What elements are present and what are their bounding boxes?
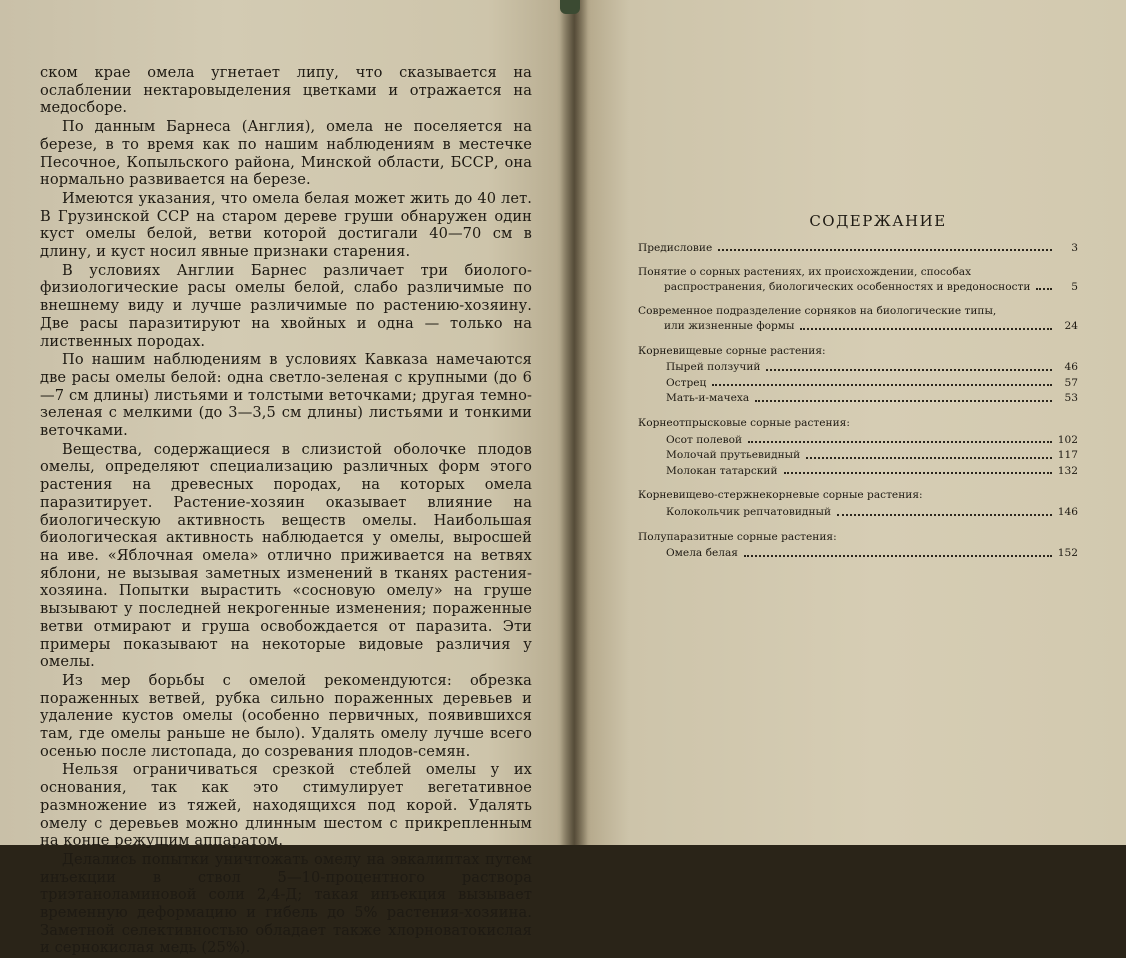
table-of-contents xyxy=(638,214,1078,571)
toc-entry-title-line2: или жизненные формы xyxy=(664,319,795,332)
book-gutter-shadow xyxy=(560,0,588,845)
paragraph: По данным Барнеса (Англия), омела не поселяется на березе, в то время как по нашим наблюдениям в местечке Песочное, Копыльского района, Минской области, БССР, она нормально развивается на березе. xyxy=(40,118,532,189)
toc-group-title: Корневищево-стержнекорневые сорные растения: xyxy=(638,489,923,502)
paragraph: Вещества, содержащиеся в слизистой оболочке плодов омелы, определяют специализацию различных форм этого растения на древесных породах, на которых омела паразитирует. Растение-хозяин оказывает влияние на биологическую активность веществ омелы. Наибольшая биологическая активность наблюдается у омелы, выросшей на иве. «Яблочная омела» отлично приживается на ветвях яблони, не вызывая заметных изменений в тканях растения-хозяина. Попытки вырастить «сосновую омелу» на груше вызывают у последней некрогенные изменения; пораженные ветви отмирают и груша освобождается от паразита. Эти примеры показывают на некоторые видовые различия у омелы. xyxy=(40,440,532,671)
right-page xyxy=(574,0,1126,845)
toc-subentry xyxy=(666,376,1078,391)
paragraph: Делались попытки уничтожать омелу на эвкалиптах путем инъекции в ствол 5—10-процентного раствора триэтаноламиновой соли 2,4-Д; такая инъекция вызывает временную деформацию и гибель до 5% растения-хозяина. Заметной селективностью обладает также хлорноватокислая и сернокислая медь (25%). xyxy=(40,850,532,957)
leader-dots xyxy=(1036,288,1052,290)
toc-entry-title: Пырей ползучий xyxy=(666,361,761,374)
toc-entry-title: Молочай прутьевидный xyxy=(666,449,801,462)
leader-dots xyxy=(837,514,1052,516)
toc-entry xyxy=(638,241,1078,256)
toc-entry-title: Колокольчик репчатовидный xyxy=(666,505,832,518)
leader-dots xyxy=(718,249,1052,251)
toc-page-number: 5 xyxy=(1071,280,1078,293)
toc-entry-title: Предисловие xyxy=(638,241,713,254)
toc-subentry xyxy=(666,360,1078,375)
toc-entry-title: Острец xyxy=(666,376,707,389)
toc-page-number: 3 xyxy=(1071,241,1078,254)
toc-entry-title-line2: распространения, биологических особенностях и вредоносности xyxy=(664,280,1031,293)
leader-dots xyxy=(748,441,1052,443)
toc-entry-title-line1: Понятие о сорных растениях, их происхождении, способах xyxy=(638,266,972,279)
toc-entry-title: Омела белая xyxy=(666,547,738,560)
toc-page-number: 24 xyxy=(1064,319,1078,332)
toc-entry-title: Мать-и-мачеха xyxy=(666,392,750,405)
toc-entry xyxy=(638,265,1078,294)
paragraph: Имеются указания, что омела белая может жить до 40 лет. В Грузинской ССР на старом дереве груши обнаружен один куст омелы белой, ветви которой достигали 40—70 см в длину, и куст носил явные признаки старения. xyxy=(40,189,532,261)
paragraph: Из мер борьбы с омелой рекомендуются: обрезка пораженных ветвей, рубка сильно пораженных деревьев и удаление кустов омелы (особенно первичных, появившихся там, где омелы раньше не было). Удалять омелу лучше всего осенью после листопада, до созревания плодов-семян. xyxy=(40,671,532,760)
toc-group-title: Корневищевые сорные растения: xyxy=(638,344,826,357)
toc-page-number: 46 xyxy=(1064,361,1078,374)
toc-page-number: 102 xyxy=(1057,433,1078,446)
toc-entry-title: Молокан татарский xyxy=(666,464,778,477)
toc-subentry xyxy=(666,464,1078,479)
toc-page-number: 146 xyxy=(1057,505,1078,518)
toc-page-number: 57 xyxy=(1064,376,1078,389)
leader-dots xyxy=(806,457,1052,459)
toc-subentry xyxy=(666,391,1078,406)
paragraph: По нашим наблюдениям в условиях Кавказа намечаются две расы омелы белой: одна светло-зеленая с крупными (до 6—7 см длины) листьями и толстыми веточками; другая темно-зеленая с мелкими (до 3—3,5 см длины) листьями и тонкими веточками. xyxy=(40,351,532,440)
toc-page-number: 132 xyxy=(1057,464,1078,477)
leader-dots xyxy=(784,472,1052,474)
toc-subentry xyxy=(666,433,1078,448)
toc-page-number: 117 xyxy=(1057,449,1078,462)
paragraph: ском крае омела угнетает липу, что сказывается на ослаблении нектаровыделения цветками и отражается на медосборе. xyxy=(40,64,532,117)
toc-group xyxy=(638,344,1078,406)
toc-group xyxy=(638,488,1078,519)
toc-subentry xyxy=(666,448,1078,463)
toc-group xyxy=(638,530,1078,561)
toc-group-title: Корнеотпрысковые сорные растения: xyxy=(638,416,850,429)
toc-title: СОДЕРЖАНИЕ xyxy=(809,212,947,230)
toc-subentry xyxy=(666,546,1078,561)
toc-group xyxy=(638,416,1078,478)
left-page-body-text xyxy=(40,64,532,958)
toc-group-title: Полупаразитные сорные растения: xyxy=(638,530,837,543)
paragraph: Нельзя ограничиваться срезкой стеблей омелы у их основания, так как это стимулирует вегетативное размножение из тяжей, находящихся под корой. Удалять омелу с деревьев можно длинным шестом с прикрепленным на конце режущим аппаратом. xyxy=(40,761,532,850)
paragraph: В условиях Англии Барнес различает три биолого-физиологические расы омелы белой, слабо различимые по внешнему виду и лучше различимые по растению-хозяину. Две расы паразитируют на хвойных и одна — только на лиственных породах. xyxy=(40,261,532,350)
toc-page-number: 152 xyxy=(1057,547,1078,560)
leader-dots xyxy=(744,555,1052,557)
book-spine xyxy=(560,0,580,14)
toc-entry-title-line1: Современное подразделение сорняков на биологические типы, xyxy=(638,305,997,318)
leader-dots xyxy=(800,328,1052,330)
toc-page-number: 53 xyxy=(1064,392,1078,405)
toc-entry xyxy=(638,304,1078,333)
leader-dots xyxy=(766,369,1052,371)
leader-dots xyxy=(755,400,1052,402)
toc-entry-title: Осот полевой xyxy=(666,433,743,446)
leader-dots xyxy=(712,384,1052,386)
toc-subentry xyxy=(666,505,1078,520)
